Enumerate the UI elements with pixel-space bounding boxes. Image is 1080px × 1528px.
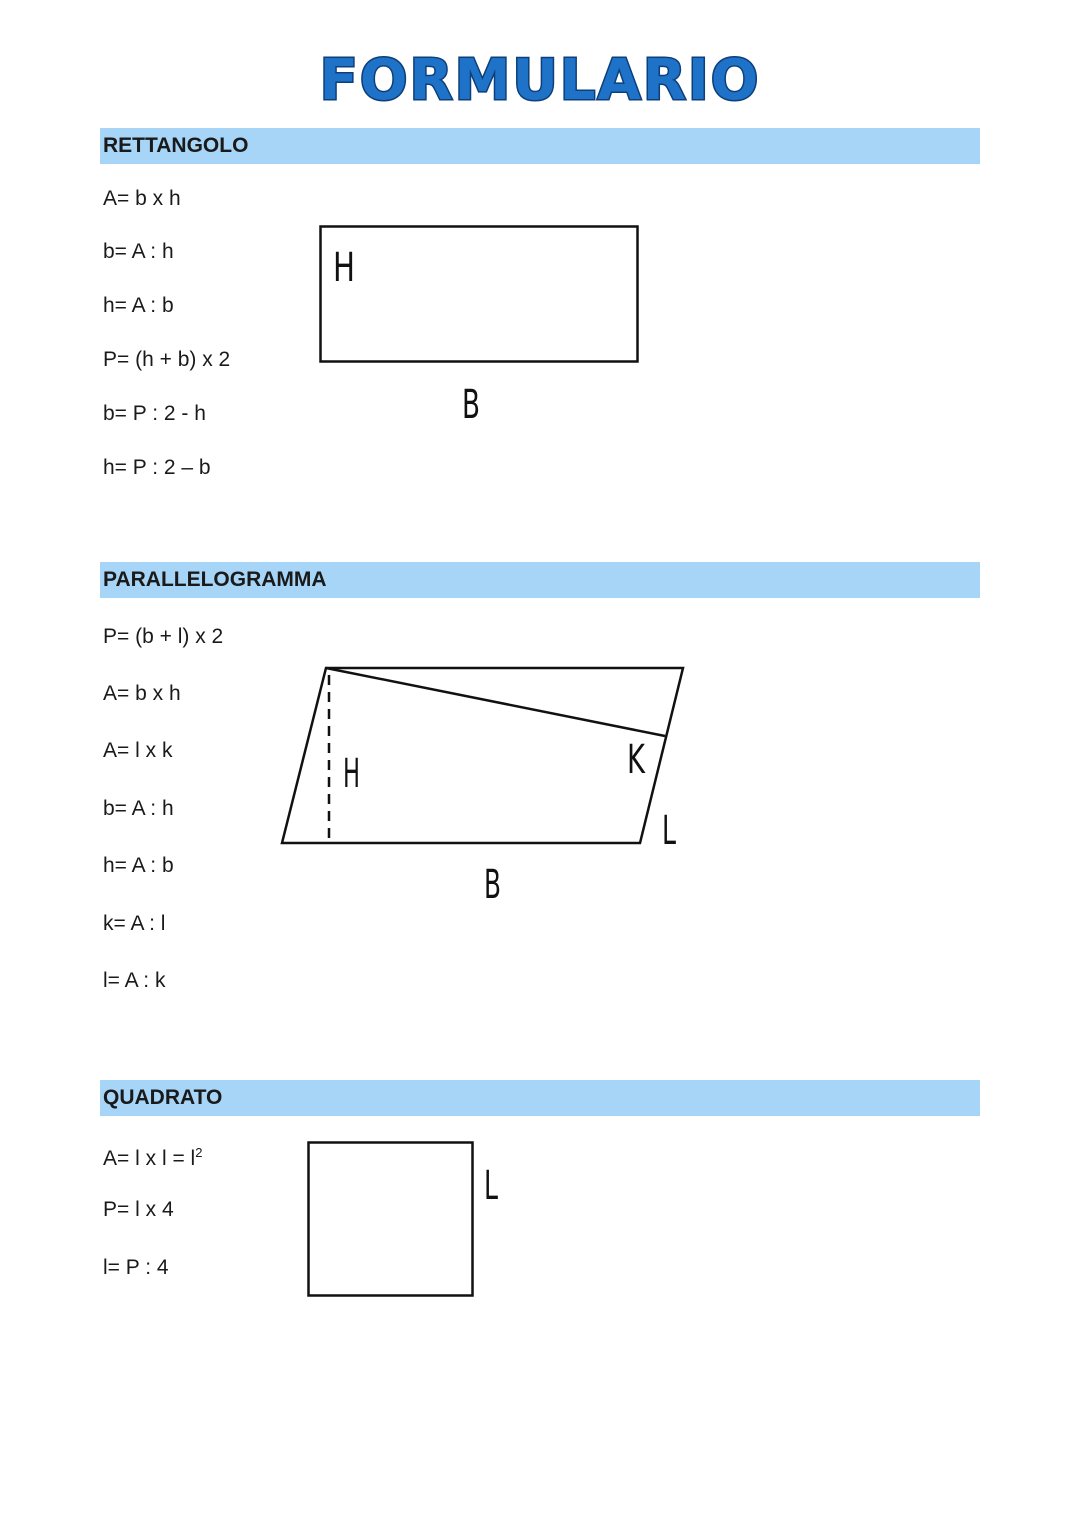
rectangle-figure bbox=[300, 215, 660, 435]
formula: h= P : 2 – b bbox=[103, 456, 211, 479]
rectangle-base-label: B bbox=[462, 382, 480, 428]
section-header-quadrato: QUADRATO bbox=[100, 1080, 980, 1116]
formula: b= P : 2 - h bbox=[103, 402, 206, 425]
square-figure bbox=[300, 1135, 520, 1305]
section-header-parallelogramma: PARALLELOGRAMMA bbox=[100, 562, 980, 598]
formula: A= b x h bbox=[103, 187, 181, 210]
formula-exponent: 2 bbox=[195, 1145, 203, 1160]
section-header-rettangolo: RETTANGOLO bbox=[100, 128, 980, 164]
formula-main: A= l x l = l bbox=[103, 1147, 196, 1170]
formula: b= A : h bbox=[103, 797, 174, 820]
parallelogram-k-label: K bbox=[627, 737, 647, 783]
rectangle-height-label: H bbox=[333, 245, 355, 291]
formula: h= A : b bbox=[103, 294, 174, 317]
parallelogram-k-height-line bbox=[326, 668, 665, 736]
page-title: FORMULARIO bbox=[319, 48, 761, 113]
parallelogram-figure bbox=[270, 655, 700, 915]
formula: P= (b + l) x 2 bbox=[103, 625, 224, 648]
formula: k= A : l bbox=[103, 912, 166, 935]
formula: A= b x h bbox=[103, 682, 181, 705]
rectangle-shape bbox=[321, 227, 638, 362]
formula: P= l x 4 bbox=[103, 1198, 174, 1221]
formula bbox=[103, 1140, 202, 1172]
formula: A= l x k bbox=[103, 739, 173, 762]
formula: b= A : h bbox=[103, 240, 174, 263]
parallelogram-side-label: L bbox=[662, 808, 677, 854]
formula: l= P : 4 bbox=[103, 1256, 169, 1279]
parallelogram-base-label: B bbox=[484, 862, 501, 908]
parallelogram-height-label: H bbox=[343, 751, 360, 797]
formula: h= A : b bbox=[103, 854, 174, 877]
formula: l= A : k bbox=[103, 969, 166, 992]
formula: P= (h + b) x 2 bbox=[103, 348, 231, 371]
square-shape bbox=[309, 1143, 473, 1296]
square-side-label: L bbox=[484, 1163, 499, 1209]
